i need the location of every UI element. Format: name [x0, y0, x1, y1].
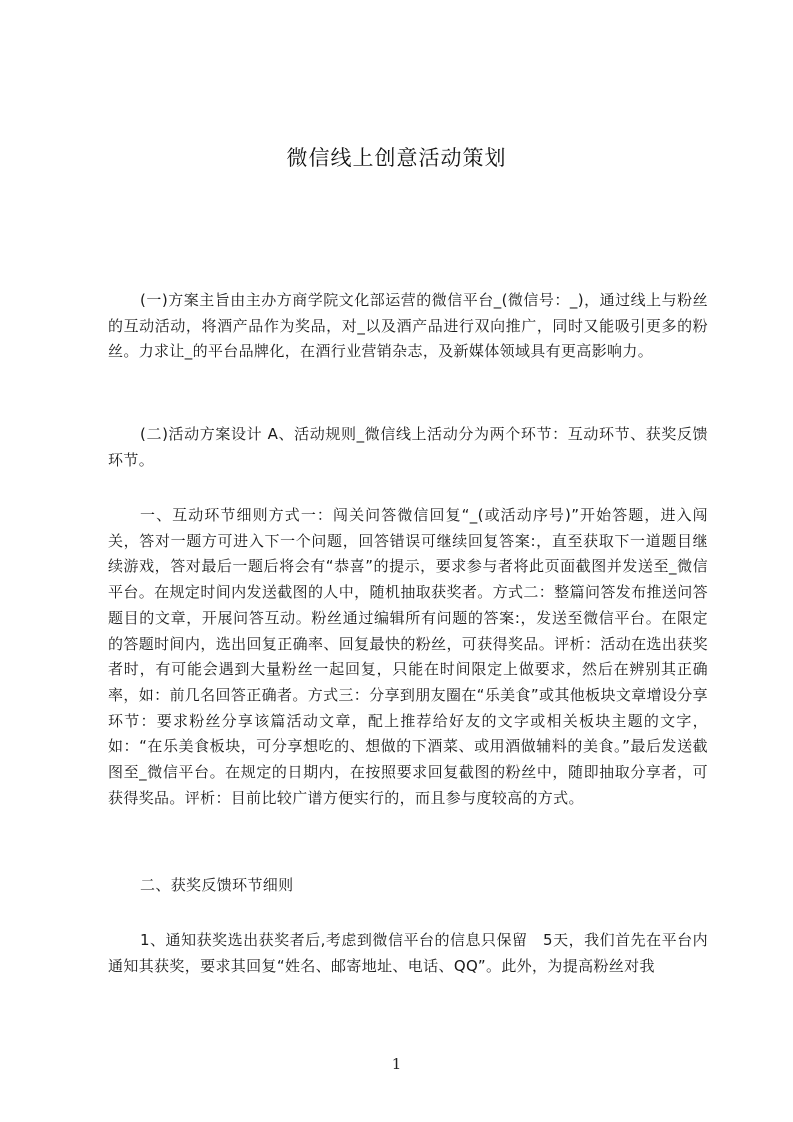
paragraph-purpose: (一)方案主旨由主办方商学院文化部运营的微信平台_(微信号：_)，通过线上与粉丝的互动活动，将酒产品作为奖品，对_以及酒产品进行双向推广，同时又能吸引更多的粉丝。力求让_的平台品牌化，在酒行业营销杂志，及新媒体领域具有更高影响力。 — [108, 291, 708, 361]
page-number: 1 — [391, 1055, 402, 1073]
document-title: 微信线上创意活动策划 — [286, 146, 507, 170]
paragraph-activity-design: (二)活动方案设计 A、活动规则_微信线上活动分为两个环节：互动环节、获奖反馈环节。 — [108, 425, 708, 469]
paragraph-award-feedback-heading: 二、获奖反馈环节细则 — [140, 876, 294, 894]
paragraph-award-notification: 1、通知获奖选出获奖者后,考虑到微信平台的信息只保留 5天，我们首先在平台内通知其获奖，要求其回复“姓名、邮寄地址、电话、QQ”。此外，为提高粉丝对我 — [108, 931, 708, 975]
paragraph-interaction-rules: 一、互动环节细则方式一：闯关问答微信回复“_(或活动序号)”开始答题，进入闯关，答对一题方可进入下一个问题，回答错误可继续回复答案:，直至获取下一道题目继续游戏，答对最后一题后将会有“恭喜”的提示，要求参与者将此页面截图并发送至_微信平台。在规定时间内发送截图的人中，随机抽取获奖者。方式二：整篇问答发布推送问答题目的文章，开展问答互动。粉丝通过编辑所有问题的答案:，发送至微信平台。在限定的答题时间内，选出回复正确率、回复最快的粉丝，可获得奖品。评析：活动在选出获奖者时，有可能会遇到大量粉丝一起回复，只能在时间限定上做要求，然后在辨别其正确率，如：前几名回答正确者。方式三：分享到朋友圈在“乐美食”或其他板块文章增设分享环节：要求粉丝分享该篇活动文章，配上推荐给好友的文字或相关板块主题的文字，如：“在乐美食板块，可分享想吃的、想做的下酒菜、或用酒做辅料的美食。”最后发送截图至_微信平台。在规定的日期内，在按照要求回复截图的粉丝中，随即抽取分享者，可获得奖品。评析：目前比较广谱方便实行的，而且参与度较高的方式。 — [108, 506, 708, 807]
